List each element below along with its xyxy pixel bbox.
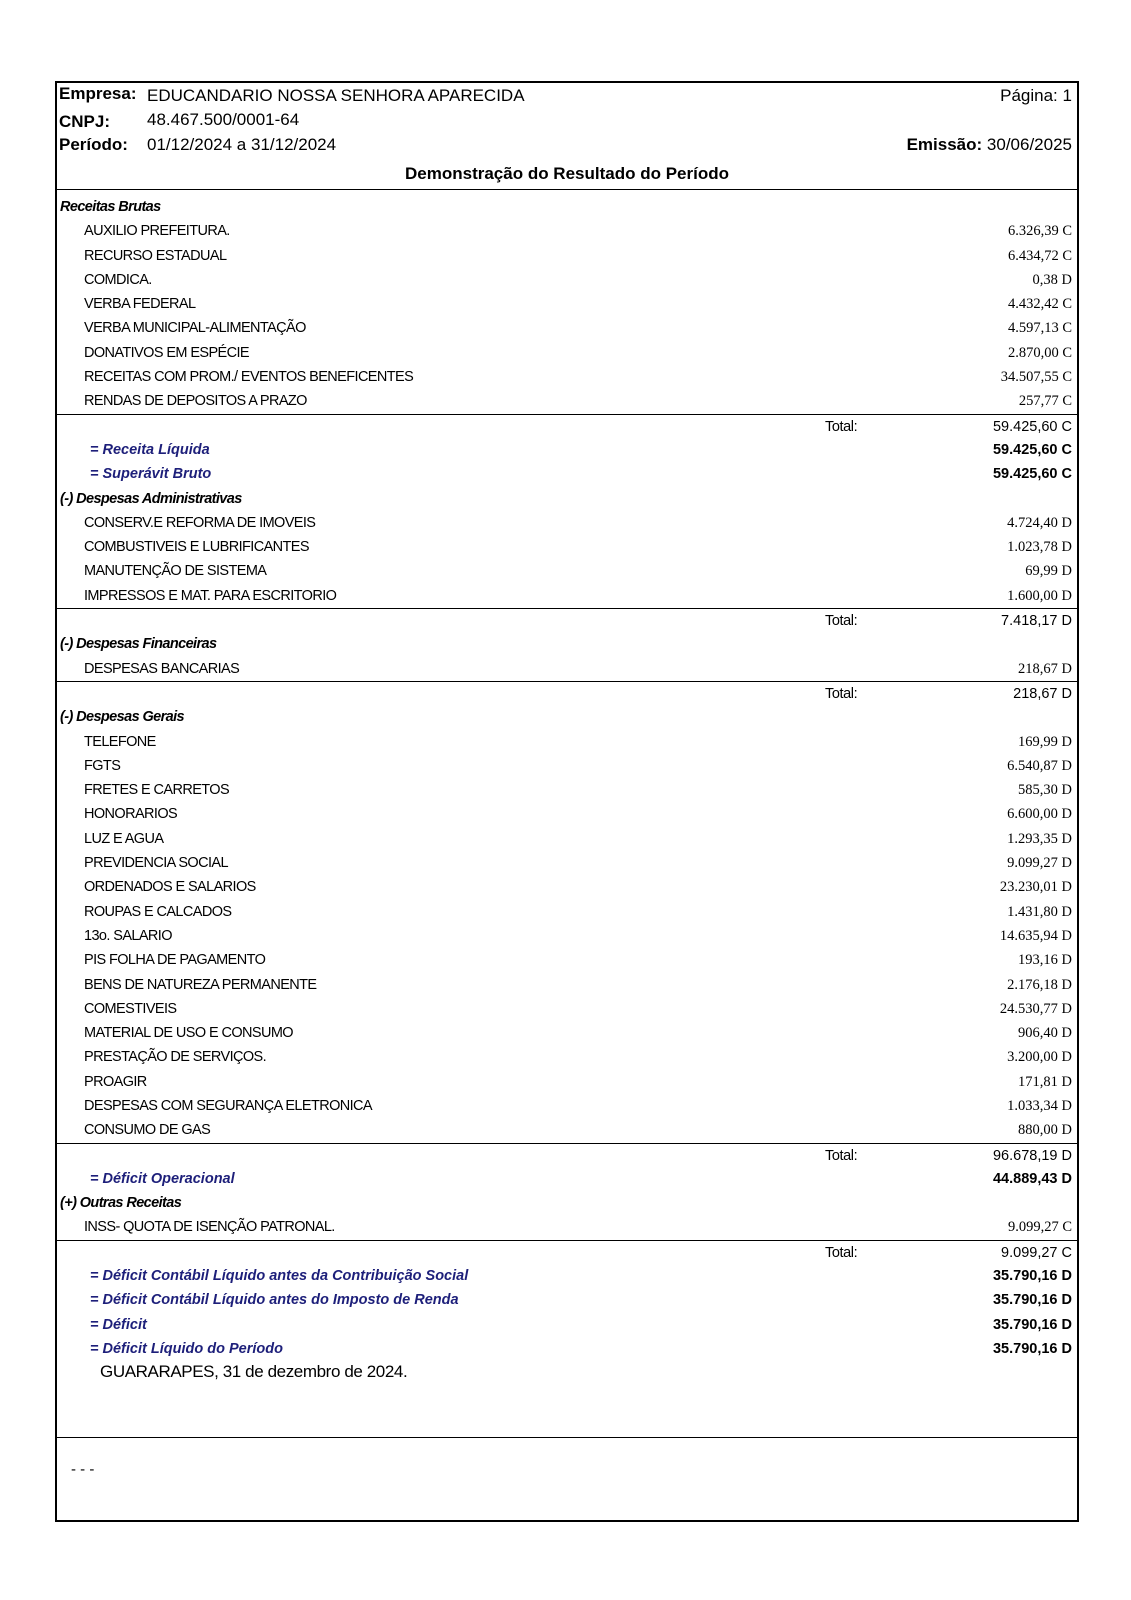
result-amount: 59.425,60 C — [992, 466, 1072, 483]
item-amount: 169,99 D — [1018, 733, 1072, 750]
item-label: FGTS — [84, 757, 121, 774]
line-item — [57, 244, 1077, 268]
result-label: = Déficit — [90, 1316, 147, 1333]
cnpj-value: 48.467.500/0001-64 — [147, 110, 300, 129]
item-label: PIS FOLHA DE PAGAMENTO — [84, 952, 266, 969]
result-amount: 59.425,60 C — [992, 441, 1072, 458]
line-item — [57, 389, 1077, 413]
item-amount: 1.431,80 D — [1007, 903, 1072, 920]
item-label: PROAGIR — [84, 1073, 147, 1090]
report-title: Demonstração do Resultado do Período — [405, 164, 729, 183]
item-amount: 2.176,18 D — [1007, 976, 1072, 993]
empresa-line — [59, 84, 136, 104]
line-item — [57, 292, 1077, 316]
result-label: = Déficit Contábil Líquido antes do Imposto de Renda — [90, 1292, 459, 1309]
line-item — [57, 827, 1077, 851]
item-label: COMESTIVEIS — [84, 1000, 177, 1017]
result-label: = Déficit Operacional — [90, 1170, 235, 1187]
item-amount: 4.432,42 C — [1007, 296, 1072, 313]
section-header — [57, 632, 1077, 656]
line-item — [57, 997, 1077, 1021]
result-row — [57, 1313, 1077, 1337]
line-item — [57, 316, 1077, 340]
item-amount: 6.434,72 C — [1007, 247, 1072, 264]
line-item — [57, 973, 1077, 997]
section-label: (-) Despesas Financeiras — [60, 636, 217, 653]
item-label: COMBUSTIVEIS E LUBRIFICANTES — [84, 539, 309, 556]
item-label: TELEFONE — [84, 733, 156, 750]
item-label: PRESTAÇÃO DE SERVIÇOS. — [84, 1049, 267, 1066]
item-label: LUZ E AGUA — [84, 830, 164, 847]
section-label: (-) Despesas Administrativas — [60, 490, 242, 507]
line-item — [57, 559, 1077, 583]
line-item — [57, 1118, 1077, 1142]
item-amount: 218,67 D — [1018, 660, 1072, 677]
item-amount: 906,40 D — [1018, 1025, 1072, 1042]
line-item — [57, 219, 1077, 243]
result-label: = Superávit Bruto — [90, 466, 212, 483]
emissao-date: 30/06/2025 — [986, 135, 1072, 154]
empresa-label: Empresa: — [59, 84, 137, 103]
item-label: DONATIVOS EM ESPÉCIE — [84, 344, 249, 361]
item-label: ROUPAS E CALCADOS — [84, 903, 232, 920]
emissao-label: Emissão: — [906, 135, 983, 154]
footer-dashes: - - - — [71, 1461, 95, 1478]
item-label: PREVIDENCIA SOCIAL — [84, 855, 228, 872]
item-amount: 193,16 D — [1018, 952, 1072, 969]
report-body — [57, 195, 1077, 1361]
report-frame — [55, 81, 1079, 1522]
item-label: IMPRESSOS E MAT. PARA ESCRITORIO — [84, 587, 337, 604]
item-amount: 4.724,40 D — [1007, 514, 1072, 531]
total-amount: 218,67 D — [1013, 685, 1072, 702]
periodo-value: 01/12/2024 a 31/12/2024 — [147, 135, 337, 154]
pagina-number: 1 — [1062, 86, 1072, 105]
line-item — [57, 535, 1077, 559]
item-label: RENDAS DE DEPOSITOS A PRAZO — [84, 393, 307, 410]
line-item — [57, 851, 1077, 875]
result-amount: 35.790,16 D — [992, 1316, 1072, 1333]
item-label: AUXILIO PREFEITURA. — [84, 223, 230, 240]
periodo-label-wrap — [59, 135, 128, 155]
item-amount: 6.600,00 D — [1007, 806, 1072, 823]
item-label: DESPESAS BANCARIAS — [84, 660, 240, 677]
total-row — [57, 414, 1077, 438]
item-label: VERBA FEDERAL — [84, 296, 196, 313]
line-item — [57, 802, 1077, 826]
line-item — [57, 730, 1077, 754]
item-label: ORDENADOS E SALARIOS — [84, 879, 256, 896]
result-label: = Déficit Líquido do Período — [90, 1340, 283, 1357]
cnpj-label-wrap — [59, 112, 110, 132]
section-header — [57, 487, 1077, 511]
item-label: MATERIAL DE USO E CONSUMO — [84, 1025, 293, 1042]
city-date: GUARARAPES, 31 de dezembro de 2024. — [100, 1362, 408, 1381]
item-label: HONORARIOS — [84, 806, 178, 823]
line-item — [57, 1021, 1077, 1045]
total-label: Total: — [825, 1244, 858, 1261]
item-label: VERBA MUNICIPAL-ALIMENTAÇÃO — [84, 320, 306, 337]
title-divider — [57, 189, 1077, 190]
item-label: RECEITAS COM PROM./ EVENTOS BENEFICENTES — [84, 369, 414, 386]
section-label: Receitas Brutas — [60, 199, 161, 215]
result-amount: 35.790,16 D — [992, 1268, 1072, 1285]
total-label: Total: — [825, 418, 858, 435]
result-row — [57, 438, 1077, 462]
item-amount: 6.540,87 D — [1007, 757, 1072, 774]
pagina-line — [1000, 86, 1072, 106]
item-amount: 9.099,27 C — [1007, 1219, 1072, 1236]
empresa-name: EDUCANDARIO NOSSA SENHORA APARECIDA — [147, 86, 525, 105]
item-amount: 1.600,00 D — [1007, 587, 1072, 604]
line-item — [57, 900, 1077, 924]
item-label: CONSERV.E REFORMA DE IMOVEIS — [84, 514, 316, 531]
item-label: DESPESAS COM SEGURANÇA ELETRONICA — [84, 1097, 372, 1114]
section-header — [57, 195, 1077, 219]
result-row — [57, 1288, 1077, 1312]
result-label: = Déficit Contábil Líquido antes da Contribuição Social — [90, 1268, 469, 1285]
line-item — [57, 778, 1077, 802]
periodo-label: Período: — [59, 135, 128, 154]
result-label: = Receita Líquida — [90, 441, 210, 458]
item-amount: 1.023,78 D — [1007, 539, 1072, 556]
total-label: Total: — [825, 685, 858, 702]
result-amount: 44.889,43 D — [992, 1170, 1072, 1187]
line-item — [57, 924, 1077, 948]
total-amount: 7.418,17 D — [1001, 613, 1072, 630]
item-amount: 2.870,00 C — [1007, 344, 1072, 361]
line-item — [57, 584, 1077, 608]
total-amount: 59.425,60 C — [992, 418, 1072, 435]
line-item — [57, 1045, 1077, 1069]
item-amount: 257,77 C — [1018, 393, 1072, 410]
item-amount: 34.507,55 C — [1000, 369, 1072, 386]
item-amount: 9.099,27 D — [1007, 855, 1072, 872]
item-label: BENS DE NATUREZA PERMANENTE — [84, 976, 317, 993]
total-amount: 9.099,27 C — [1001, 1244, 1072, 1261]
pagina-label: Página: — [1000, 86, 1058, 105]
result-row — [57, 462, 1077, 486]
total-row — [57, 608, 1077, 632]
item-amount: 24.530,77 D — [999, 1000, 1072, 1017]
line-item — [57, 1070, 1077, 1094]
line-item — [57, 365, 1077, 389]
line-item — [57, 875, 1077, 899]
total-amount: 96.678,19 D — [992, 1147, 1072, 1164]
emissao-line — [907, 135, 1072, 155]
total-row — [57, 681, 1077, 705]
item-amount: 0,38 D — [1032, 271, 1072, 288]
item-amount: 880,00 D — [1018, 1122, 1072, 1139]
line-item — [57, 1215, 1077, 1239]
total-row — [57, 1240, 1077, 1264]
item-amount: 23.230,01 D — [999, 879, 1072, 896]
item-label: CONSUMO DE GAS — [84, 1122, 211, 1139]
item-amount: 14.635,94 D — [999, 927, 1072, 944]
item-label: 13o. SALARIO — [84, 927, 172, 944]
section-header — [57, 705, 1077, 729]
line-item — [57, 341, 1077, 365]
item-amount: 3.200,00 D — [1007, 1049, 1072, 1066]
item-label: INSS- QUOTA DE ISENÇÃO PATRONAL. — [84, 1219, 335, 1236]
total-label: Total: — [825, 1147, 858, 1164]
total-label: Total: — [825, 613, 858, 630]
line-item — [57, 1094, 1077, 1118]
result-row — [57, 1264, 1077, 1288]
result-row — [57, 1337, 1077, 1361]
item-amount: 4.597,13 C — [1007, 320, 1072, 337]
section-label: (-) Despesas Gerais — [60, 709, 184, 726]
item-label: COMDICA. — [84, 271, 152, 288]
item-amount: 585,30 D — [1018, 782, 1072, 799]
total-row — [57, 1143, 1077, 1167]
line-item — [57, 657, 1077, 681]
cnpj-label: CNPJ: — [59, 112, 111, 131]
section-header — [57, 1191, 1077, 1215]
result-amount: 35.790,16 D — [992, 1292, 1072, 1309]
footer-divider — [57, 1437, 1077, 1438]
item-label: MANUTENÇÃO DE SISTEMA — [84, 563, 267, 580]
item-amount: 171,81 D — [1018, 1073, 1072, 1090]
line-item — [57, 268, 1077, 292]
item-amount: 1.293,35 D — [1007, 830, 1072, 847]
item-amount: 6.326,39 C — [1007, 223, 1072, 240]
line-item — [57, 754, 1077, 778]
line-item — [57, 948, 1077, 972]
item-amount: 1.033,34 D — [1007, 1097, 1072, 1114]
result-amount: 35.790,16 D — [992, 1340, 1072, 1357]
item-label: FRETES E CARRETOS — [84, 782, 230, 799]
result-row — [57, 1167, 1077, 1191]
item-label: RECURSO ESTADUAL — [84, 247, 227, 264]
line-item — [57, 511, 1077, 535]
item-amount: 69,99 D — [1025, 563, 1072, 580]
section-label: (+) Outras Receitas — [60, 1195, 182, 1212]
